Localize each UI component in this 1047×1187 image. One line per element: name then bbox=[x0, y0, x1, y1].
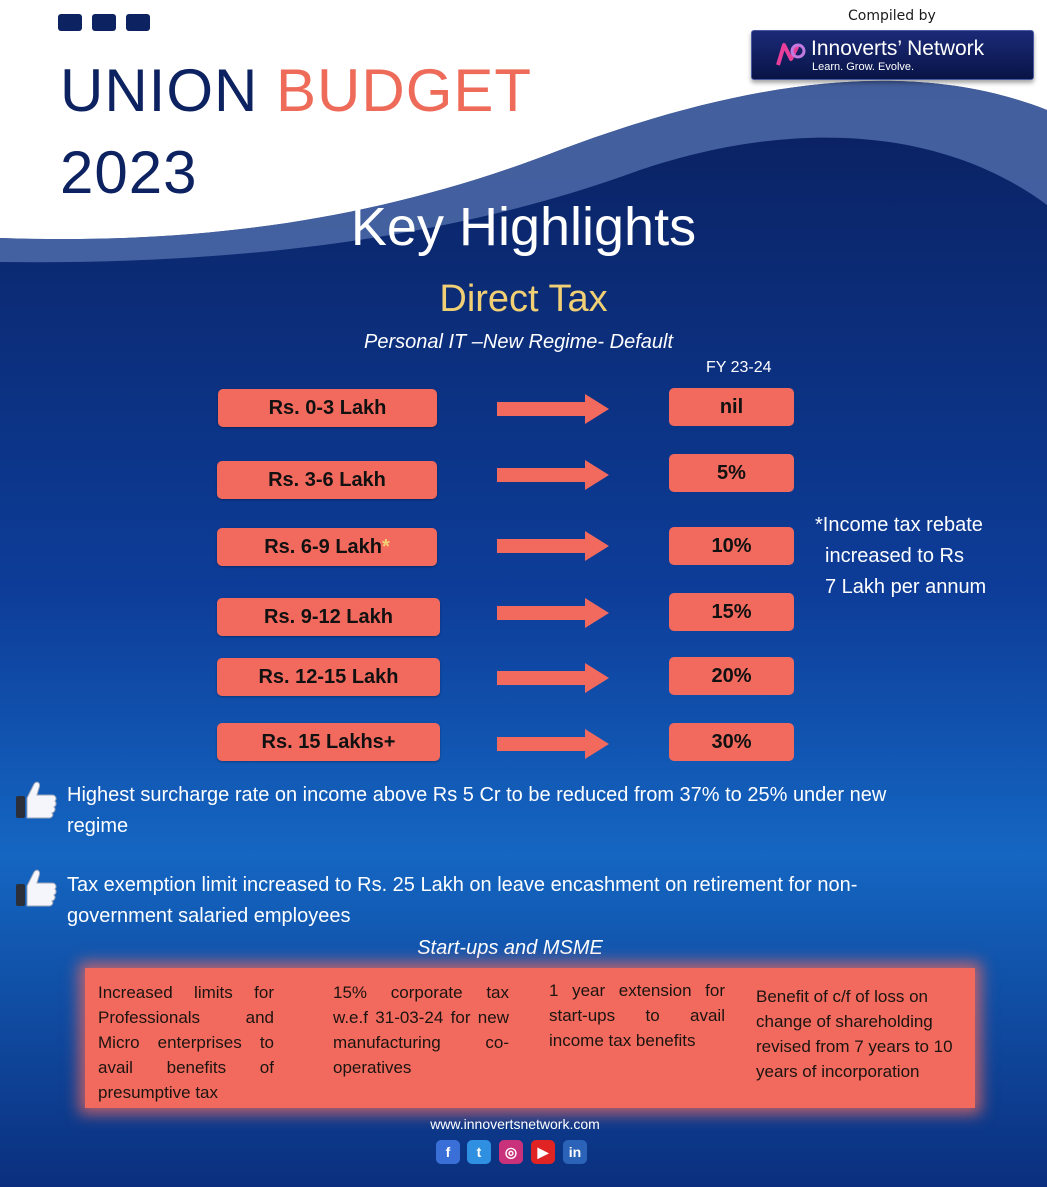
title-year: 2023 bbox=[60, 139, 198, 206]
arrow-icon bbox=[497, 598, 609, 628]
rebate-note-line: increased to Rs bbox=[825, 545, 964, 567]
facebook-icon[interactable]: f bbox=[436, 1140, 460, 1164]
compiled-by-label: Compiled by bbox=[848, 8, 936, 24]
thumbs-up-icon bbox=[14, 866, 58, 910]
rebate-marker: * bbox=[382, 535, 390, 558]
msme-item: 1 year extension for start-ups to avail income tax benefits bbox=[549, 981, 725, 1050]
slab-rate: 15% bbox=[669, 593, 794, 631]
highlight-line: Highest surcharge rate on income above Rs 5 Cr to be reduced from 37% to 25% under new bbox=[67, 784, 887, 806]
arrow-icon bbox=[497, 460, 609, 490]
slab-range-text: Rs. 6-9 Lakh bbox=[264, 535, 383, 558]
youtube-icon[interactable]: ▶ bbox=[531, 1140, 555, 1164]
msme-item: Benefit of c/f of loss on change of shareholding revised from 7 years to 10 years of incorporation bbox=[756, 987, 953, 1081]
highlight-text bbox=[67, 780, 1007, 842]
msme-item: 15% corporate tax w.e.f 31-03-24 for new manufacturing co-operatives bbox=[333, 983, 509, 1077]
msme-heading: Start-ups and MSME bbox=[417, 937, 603, 959]
instagram-icon[interactable]: ◎ bbox=[499, 1140, 523, 1164]
slab-rate: 30% bbox=[669, 723, 794, 761]
slab-range: Rs. 3-6 Lakh bbox=[217, 461, 437, 499]
twitter-icon[interactable]: t bbox=[467, 1140, 491, 1164]
decorative-dots bbox=[58, 14, 150, 31]
highlight-line: government salaried employees bbox=[67, 905, 351, 927]
brand-name: Innoverts’ Network bbox=[811, 37, 985, 60]
slab-rate: 20% bbox=[669, 657, 794, 695]
arrow-icon bbox=[497, 729, 609, 759]
highlight-line: regime bbox=[67, 815, 129, 837]
highlight-line: Tax exemption limit increased to Rs. 25 Lakh on leave encashment on retirement for non- bbox=[67, 874, 858, 896]
msme-item: Increased limits for Professionals and Micro enterprises to avail benefits of presumptive tax bbox=[98, 983, 274, 1102]
rebate-note-line: *Income tax rebate bbox=[815, 514, 983, 536]
slab-rate: 5% bbox=[669, 454, 794, 492]
slab-rate: nil bbox=[669, 388, 794, 426]
fy-label: FY 23-24 bbox=[706, 359, 772, 376]
slab-range: Rs. 12-15 Lakh bbox=[217, 658, 440, 696]
brand-logo-icon bbox=[774, 39, 806, 71]
brand-tagline: Learn. Grow. Evolve. bbox=[812, 61, 915, 73]
key-highlights-heading: Key Highlights bbox=[350, 197, 697, 257]
slab-range: Rs. 0-3 Lakh bbox=[218, 389, 437, 427]
arrow-icon bbox=[497, 663, 609, 693]
rebate-note-line: 7 Lakh per annum bbox=[825, 576, 987, 598]
linkedin-icon[interactable]: in bbox=[563, 1140, 587, 1164]
title-union: UNION bbox=[60, 57, 259, 124]
page-title bbox=[60, 56, 532, 126]
direct-tax-heading: Direct Tax bbox=[439, 278, 608, 320]
title-budget: BUDGET bbox=[276, 57, 533, 124]
arrow-icon bbox=[497, 394, 609, 424]
slab-rate: 10% bbox=[669, 527, 794, 565]
slab-range: Rs. 15 Lakhs+ bbox=[217, 723, 440, 761]
regime-subtitle: Personal IT –New Regime- Default bbox=[363, 331, 673, 353]
slab-range bbox=[217, 528, 437, 566]
highlight-text bbox=[67, 870, 1007, 932]
thumbs-up-icon bbox=[14, 778, 58, 822]
arrow-icon bbox=[497, 531, 609, 561]
website-link[interactable]: www.innovertsnetwork.com bbox=[430, 1116, 600, 1132]
slab-range: Rs. 9-12 Lakh bbox=[217, 598, 440, 636]
rebate-note bbox=[815, 510, 986, 603]
